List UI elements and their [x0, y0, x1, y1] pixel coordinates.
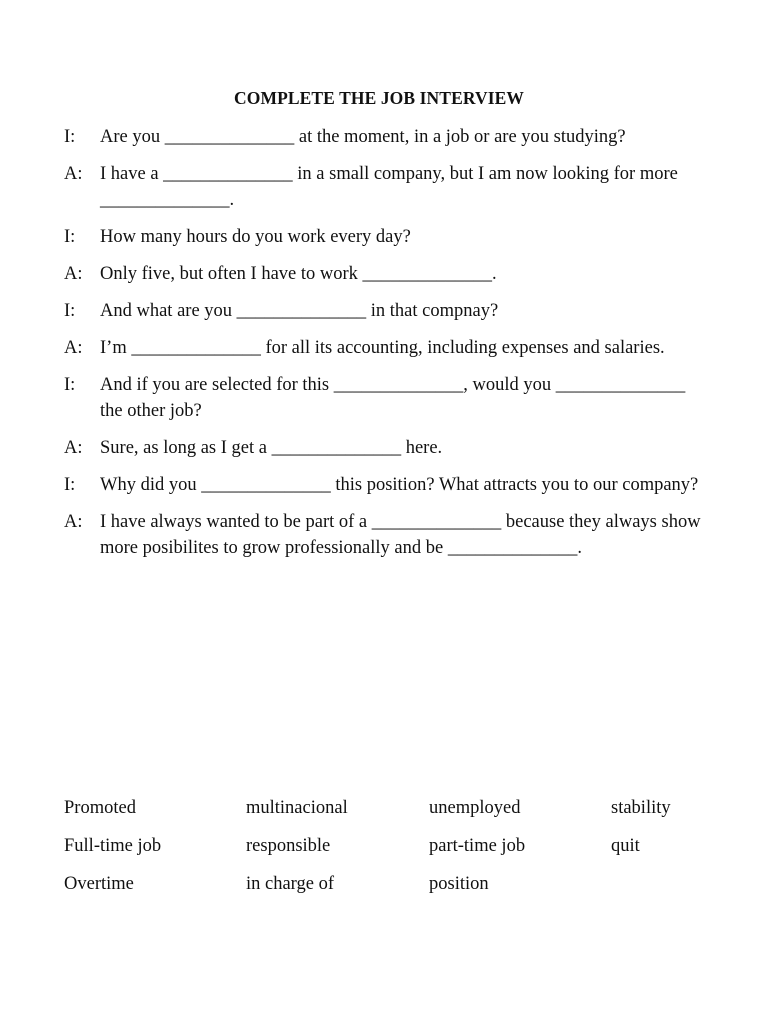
dialogue-text: Only five, but often I have to work ______________. [100, 264, 497, 284]
speaker-label: I: [64, 475, 76, 495]
dialogue-text: And what are you ______________ in that compnay? [100, 301, 499, 321]
dialogue-text: I have a ______________ in a small company, but I am now looking for more ______________. [100, 164, 678, 210]
dialogue-line [64, 335, 704, 361]
speaker-label: I: [64, 375, 76, 395]
dialogue-line [64, 509, 704, 561]
worksheet-title: COMPLETE THE JOB INTERVIEW [234, 88, 524, 108]
dialogue-line [64, 161, 704, 213]
speaker-label: I: [64, 127, 76, 147]
dialogue-line [64, 124, 704, 150]
speaker-label: A: [64, 438, 83, 458]
word-bank-item: responsible [246, 836, 331, 856]
dialogue-text: And if you are selected for this ______________, would you ______________ the other job? [100, 375, 686, 421]
dialogue-line [64, 298, 704, 324]
speaker-label: A: [64, 164, 83, 184]
word-bank-item: part-time job [429, 836, 526, 856]
word-bank-item: unemployed [429, 798, 521, 818]
word-bank-item: quit [611, 836, 640, 856]
dialogue-line [64, 472, 704, 498]
dialogue-text: I’m ______________ for all its accounting, including expenses and salaries. [100, 338, 665, 358]
dialogue-text: How many hours do you work every day? [100, 227, 411, 247]
speaker-label: A: [64, 512, 83, 532]
dialogue-text: I have always wanted to be part of a ______________ because they always show more posibilites to grow professionally and be ______________. [100, 512, 701, 558]
word-bank-item: in charge of [246, 874, 335, 894]
interview-dialogue [64, 124, 704, 572]
speaker-label: I: [64, 301, 76, 321]
word-bank-item: Full-time job [64, 836, 162, 856]
dialogue-line [64, 224, 704, 250]
word-bank [64, 794, 724, 898]
dialogue-line [64, 435, 704, 461]
word-bank-item: multinacional [246, 798, 348, 818]
speaker-label: A: [64, 264, 83, 284]
word-bank-item: stability [611, 798, 671, 818]
dialogue-text: Sure, as long as I get a ______________ here. [100, 438, 443, 458]
dialogue-text: Why did you ______________ this position? What attracts you to our company? [100, 475, 699, 495]
speaker-label: A: [64, 338, 83, 358]
word-bank-item: Overtime [64, 874, 134, 894]
dialogue-text: Are you ______________ at the moment, in a job or are you studying? [100, 127, 626, 147]
word-bank-item [611, 870, 721, 898]
word-bank-item: position [429, 874, 489, 894]
word-bank-item: Promoted [64, 798, 136, 818]
speaker-label: I: [64, 227, 76, 247]
dialogue-line [64, 261, 704, 287]
dialogue-line [64, 372, 704, 424]
